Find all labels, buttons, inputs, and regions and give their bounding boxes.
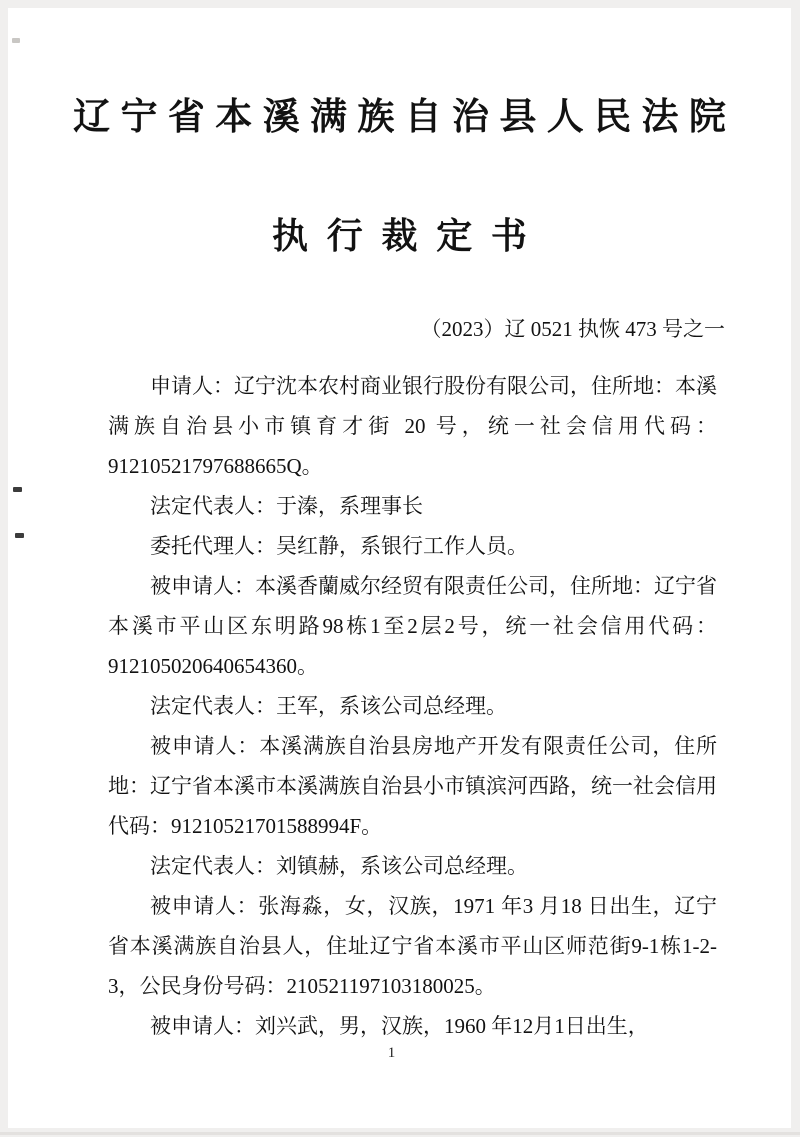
paragraph-respondent-1: 被申请人：本溪香蘭威尔经贸有限责任公司，住所地：辽宁省本溪市平山区东明路98栋1至2层2号，统一社会信用代码：912105020640654360。 (108, 574, 717, 678)
paragraph-respondent-3: 被申请人：张海淼，女，汉族，1971 年3 月18 日出生，辽宁省本溪满族自治县人，住址辽宁省本溪市平山区师范街9-1栋1-2-3，公民身份号码：210521197103180025。 (108, 894, 717, 998)
document-page (8, 8, 791, 1128)
paragraph-legal-representative-2: 法定代表人：王军，系该公司总经理。 (150, 694, 507, 718)
case-number: （2023）辽 0521 执恢 473 号之一 (420, 317, 725, 341)
paragraph-legal-representative-3: 法定代表人：刘镇赫，系该公司总经理。 (150, 854, 528, 878)
paragraph-respondent-2: 被申请人：本溪满族自治县房地产开发有限责任公司，住所地：辽宁省本溪市本溪满族自治县小市镇滨河西路，统一社会信用代码：91210521701588994F。 (108, 734, 717, 838)
paragraph-entrusted-agent: 委托代理人：吴红静，系银行工作人员。 (150, 534, 528, 558)
scan-artifact (13, 487, 22, 492)
document-body (8, 366, 791, 1046)
document-title: 执行裁定书 (272, 216, 546, 256)
page-number: 1 (387, 1045, 396, 1061)
paragraph-applicant: 申请人：辽宁沈本农村商业银行股份有限公司，住所地：本溪满族自治县小市镇育才街 20 号，统一社会信用代码：91210521797688665Q。 (108, 374, 717, 478)
paragraph-legal-representative-1: 法定代表人：于溱，系理事长 (150, 494, 423, 518)
page-edge-shadow (0, 1132, 800, 1135)
court-name: 辽宁省本溪满族自治县人民法院 (73, 97, 737, 138)
scan-artifact (12, 38, 20, 43)
scan-artifact (15, 533, 24, 538)
paragraph-respondent-4: 被申请人：刘兴武，男，汉族，1960 年12月1日出生， (150, 1014, 649, 1038)
